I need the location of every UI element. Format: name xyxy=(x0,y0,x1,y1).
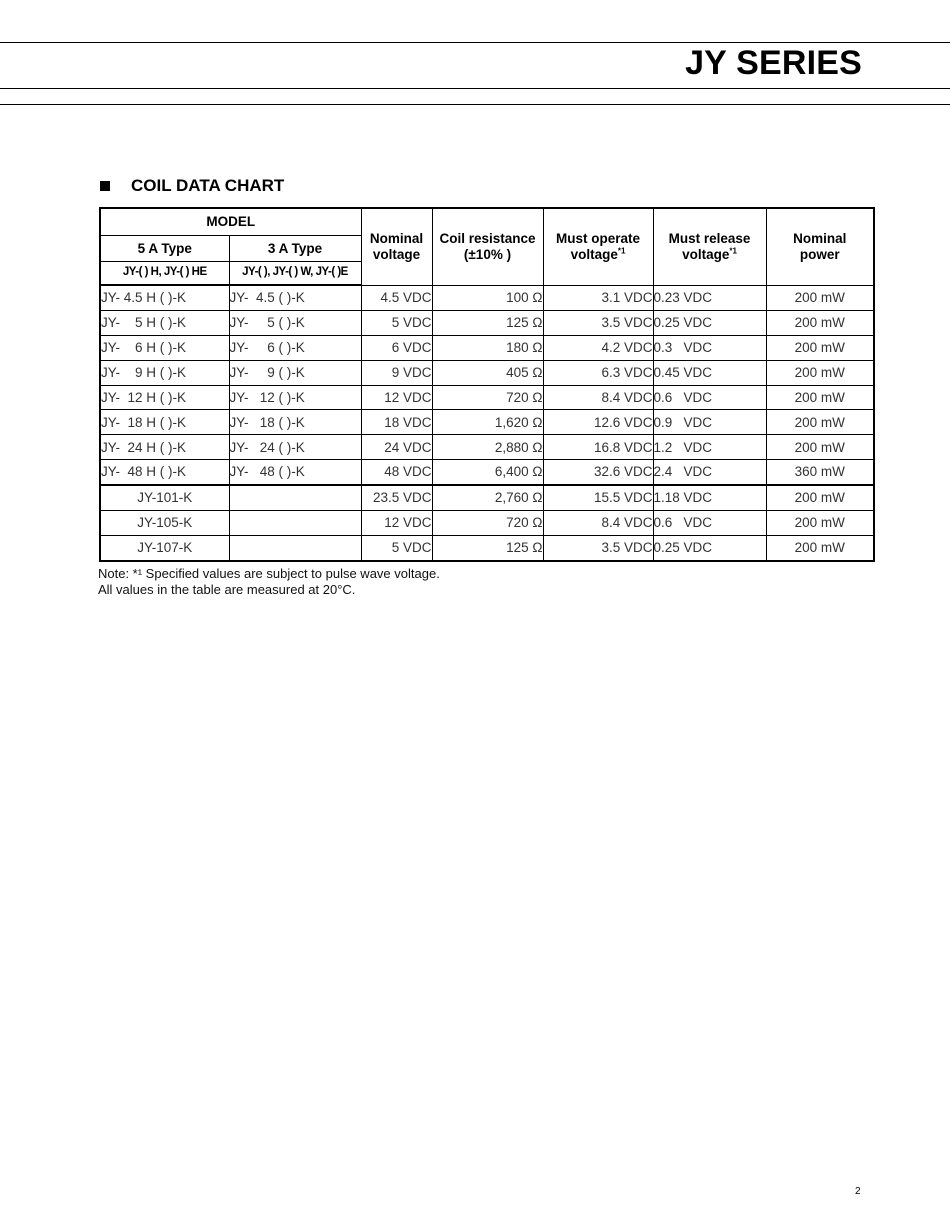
must-release-voltage: 0.25 VDC xyxy=(653,310,766,335)
nominal-power: 200 mW xyxy=(766,511,874,536)
header-3a-models: JY-( ), JY-( ) W, JY-( )E xyxy=(229,262,361,286)
series-title: JY SERIES xyxy=(685,44,862,82)
model-3a: JY- 5 ( )-K xyxy=(229,310,361,335)
table-row xyxy=(100,360,874,385)
nominal-voltage: 12 VDC xyxy=(361,511,432,536)
must-release-voltage: 0.6 VDC xyxy=(653,385,766,410)
note-temperature: All values in the table are measured at 20°C. xyxy=(98,581,356,597)
nominal-power: 200 mW xyxy=(766,410,874,435)
model-3a: JY- 24 ( )-K xyxy=(229,435,361,460)
must-operate-voltage: 6.3 VDC xyxy=(543,360,653,385)
nominal-power: 200 mW xyxy=(766,310,874,335)
nominal-power: 200 mW xyxy=(766,535,874,560)
header-coil-resistance: Coil resistance (±10% ) xyxy=(432,208,543,285)
header-underline-rule xyxy=(0,104,950,105)
model-3a: JY- 12 ( )-K xyxy=(229,385,361,410)
nominal-power: 200 mW xyxy=(766,335,874,360)
coil-resistance: 125 Ω xyxy=(432,310,543,335)
header-5a-type: 5 A Type xyxy=(100,236,229,262)
table-row xyxy=(100,511,874,536)
footnote-marker: *1 xyxy=(617,246,626,256)
header-bottom-rule xyxy=(0,88,950,89)
must-operate-voltage: 12.6 VDC xyxy=(543,410,653,435)
header-must-operate-voltage: Must operate voltage$^{*1}$ xyxy=(543,208,653,285)
nominal-voltage: 6 VDC xyxy=(361,335,432,360)
header-5a-models: JY-( ) H, JY-( ) HE xyxy=(100,262,229,286)
must-operate-voltage: 3.1 VDC xyxy=(543,285,653,310)
model-3a: JY- 48 ( )-K xyxy=(229,460,361,485)
coil-resistance: 2,760 Ω xyxy=(432,485,543,510)
model-3a: JY- 18 ( )-K xyxy=(229,410,361,435)
section-title: COIL DATA CHART xyxy=(131,176,285,195)
model-5a: JY-105-K xyxy=(100,511,229,536)
must-release-voltage: 0.23 VDC xyxy=(653,285,766,310)
table-row xyxy=(100,335,874,360)
model-5a: JY- 48 H ( )-K xyxy=(100,460,229,485)
model-3a: JY- 4.5 ( )-K xyxy=(229,285,361,310)
header-top-rule xyxy=(0,42,950,43)
section-heading xyxy=(100,176,284,196)
nominal-voltage: 12 VDC xyxy=(361,385,432,410)
page-number: 2 xyxy=(855,1186,861,1197)
must-release-voltage: 2.4 VDC xyxy=(653,460,766,485)
nominal-power: 200 mW xyxy=(766,360,874,385)
nominal-voltage: 48 VDC xyxy=(361,460,432,485)
coil-resistance: 720 Ω xyxy=(432,511,543,536)
must-release-voltage: 0.25 VDC xyxy=(653,535,766,560)
table-row xyxy=(100,460,874,485)
coil-resistance: 100 Ω xyxy=(432,285,543,310)
model-3a xyxy=(229,485,361,510)
header-must-release-voltage: Must release voltage$^{*1}$ xyxy=(653,208,766,285)
table-row xyxy=(100,435,874,460)
coil-data-table xyxy=(99,207,875,562)
model-3a: JY- 9 ( )-K xyxy=(229,360,361,385)
model-5a: JY- 18 H ( )-K xyxy=(100,410,229,435)
must-release-voltage: 1.2 VDC xyxy=(653,435,766,460)
table-row xyxy=(100,285,874,310)
table-row xyxy=(100,535,874,560)
nominal-voltage: 9 VDC xyxy=(361,360,432,385)
nominal-power: 200 mW xyxy=(766,485,874,510)
header-3a-type: 3 A Type xyxy=(229,236,361,262)
model-3a xyxy=(229,511,361,536)
nominal-power: 360 mW xyxy=(766,460,874,485)
table-row xyxy=(100,385,874,410)
table-row xyxy=(100,410,874,435)
coil-resistance: 1,620 Ω xyxy=(432,410,543,435)
coil-resistance: 720 Ω xyxy=(432,385,543,410)
footnote-marker: *1 xyxy=(729,246,737,256)
nominal-voltage: 4.5 VDC xyxy=(361,285,432,310)
model-3a: JY- 6 ( )-K xyxy=(229,335,361,360)
nominal-power: 200 mW xyxy=(766,285,874,310)
must-operate-voltage: 32.6 VDC xyxy=(543,460,653,485)
must-operate-voltage: 3.5 VDC xyxy=(543,310,653,335)
nominal-voltage: 23.5 VDC xyxy=(361,485,432,510)
model-5a: JY-101-K xyxy=(100,485,229,510)
nominal-power: 200 mW xyxy=(766,435,874,460)
table-row xyxy=(100,310,874,335)
model-5a: JY- 5 H ( )-K xyxy=(100,310,229,335)
model-5a: JY- 12 H ( )-K xyxy=(100,385,229,410)
must-operate-voltage: 3.5 VDC xyxy=(543,535,653,560)
square-bullet-icon xyxy=(100,181,110,191)
nominal-power: 200 mW xyxy=(766,385,874,410)
model-3a xyxy=(229,535,361,560)
nominal-voltage: 24 VDC xyxy=(361,435,432,460)
coil-resistance: 125 Ω xyxy=(432,535,543,560)
must-operate-voltage: 15.5 VDC xyxy=(543,485,653,510)
note-pulse-wave: Note: *¹ Specified values are subject to pulse wave voltage. xyxy=(98,566,440,581)
model-5a: JY-107-K xyxy=(100,535,229,560)
must-operate-voltage: 8.4 VDC xyxy=(543,385,653,410)
model-5a: JY- 6 H ( )-K xyxy=(100,335,229,360)
must-release-voltage: 0.9 VDC xyxy=(653,410,766,435)
must-release-voltage: 0.6 VDC xyxy=(653,511,766,536)
must-operate-voltage: 8.4 VDC xyxy=(543,511,653,536)
must-operate-voltage: 16.8 VDC xyxy=(543,435,653,460)
model-5a: JY- 9 H ( )-K xyxy=(100,360,229,385)
coil-resistance: 2,880 Ω xyxy=(432,435,543,460)
nominal-voltage: 5 VDC xyxy=(361,535,432,560)
coil-resistance: 6,400 Ω xyxy=(432,460,543,485)
header-nominal-power: Nominal power xyxy=(766,208,874,285)
model-5a: JY- 24 H ( )-K xyxy=(100,435,229,460)
header-model: MODEL xyxy=(100,208,361,236)
coil-resistance: 180 Ω xyxy=(432,335,543,360)
table-row xyxy=(100,485,874,510)
must-release-voltage: 1.18 VDC xyxy=(653,485,766,510)
model-5a: JY- 4.5 H ( )-K xyxy=(100,285,229,310)
coil-resistance: 405 Ω xyxy=(432,360,543,385)
must-operate-voltage: 4.2 VDC xyxy=(543,335,653,360)
nominal-voltage: 18 VDC xyxy=(361,410,432,435)
must-release-voltage: 0.3 VDC xyxy=(653,335,766,360)
header-nominal-voltage: Nominal voltage xyxy=(361,208,432,285)
table-notes xyxy=(98,566,440,597)
nominal-voltage: 5 VDC xyxy=(361,310,432,335)
must-release-voltage: 0.45 VDC xyxy=(653,360,766,385)
